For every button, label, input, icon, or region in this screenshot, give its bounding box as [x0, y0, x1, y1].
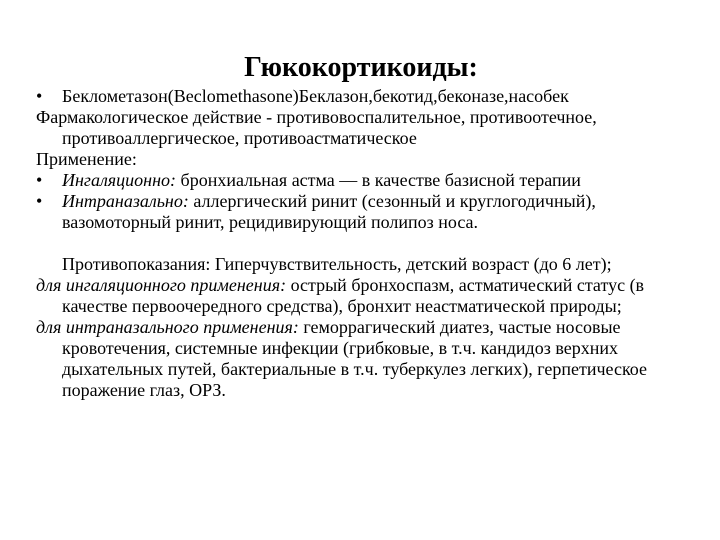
- intranasal-contra-text: геморрагический диатез, частые носовые кровотечения, системные инфекции (грибковые, в т.ч. кандидоз верхних дыхательных путей, бактериальные в т.ч. туберкулез легких), герпетическое поражение глаз, ОРЗ.: [62, 317, 647, 400]
- inhalation-contra-text: острый бронхоспазм, астматический статус (в качестве первоочередного средства), бронхит неастматической природы;: [62, 275, 645, 316]
- bullet-icon: •: [36, 170, 43, 190]
- spacer: [36, 233, 704, 254]
- slide-title: Гюкокортикоиды:: [244, 52, 478, 83]
- bullet-icon: •: [36, 191, 43, 211]
- application-item-inhalation: [36, 170, 704, 191]
- application-item-intranasal: [36, 191, 704, 233]
- inhalation-contraindications: [36, 275, 704, 317]
- slide-body: [36, 86, 704, 401]
- route-label-inhalation: Ингаляционно:: [62, 170, 177, 190]
- route-text-intranasal: аллергический ринит (сезонный и круглогодичный), вазомоторный ринит, рецидивирующий полипоз носа.: [62, 191, 596, 232]
- drug-names-text: Беклометазон(Beclomethasone)Беклазон,бекотид,беконазе,насобек: [62, 86, 569, 106]
- pharmacology-paragraph: Фармакологическое действие - противовоспалительное, противоотечное, противоаллергическое, противоастматическое: [36, 107, 597, 148]
- bullet-icon: •: [36, 86, 43, 106]
- intranasal-contra-label: для интраназального применения:: [36, 317, 299, 337]
- intranasal-contraindications: [36, 317, 704, 401]
- route-text-inhalation: бронхиальная астма — в качестве базисной терапии: [176, 170, 581, 190]
- contraindications-paragraph: Противопоказания: Гиперчувствительность, детский возраст (до 6 лет);: [62, 254, 612, 274]
- inhalation-contra-label: для ингаляционного применения:: [36, 275, 287, 295]
- application-label: Применение:: [36, 149, 137, 169]
- drug-names-line: [36, 86, 704, 107]
- route-label-intranasal: Интраназально:: [62, 191, 189, 211]
